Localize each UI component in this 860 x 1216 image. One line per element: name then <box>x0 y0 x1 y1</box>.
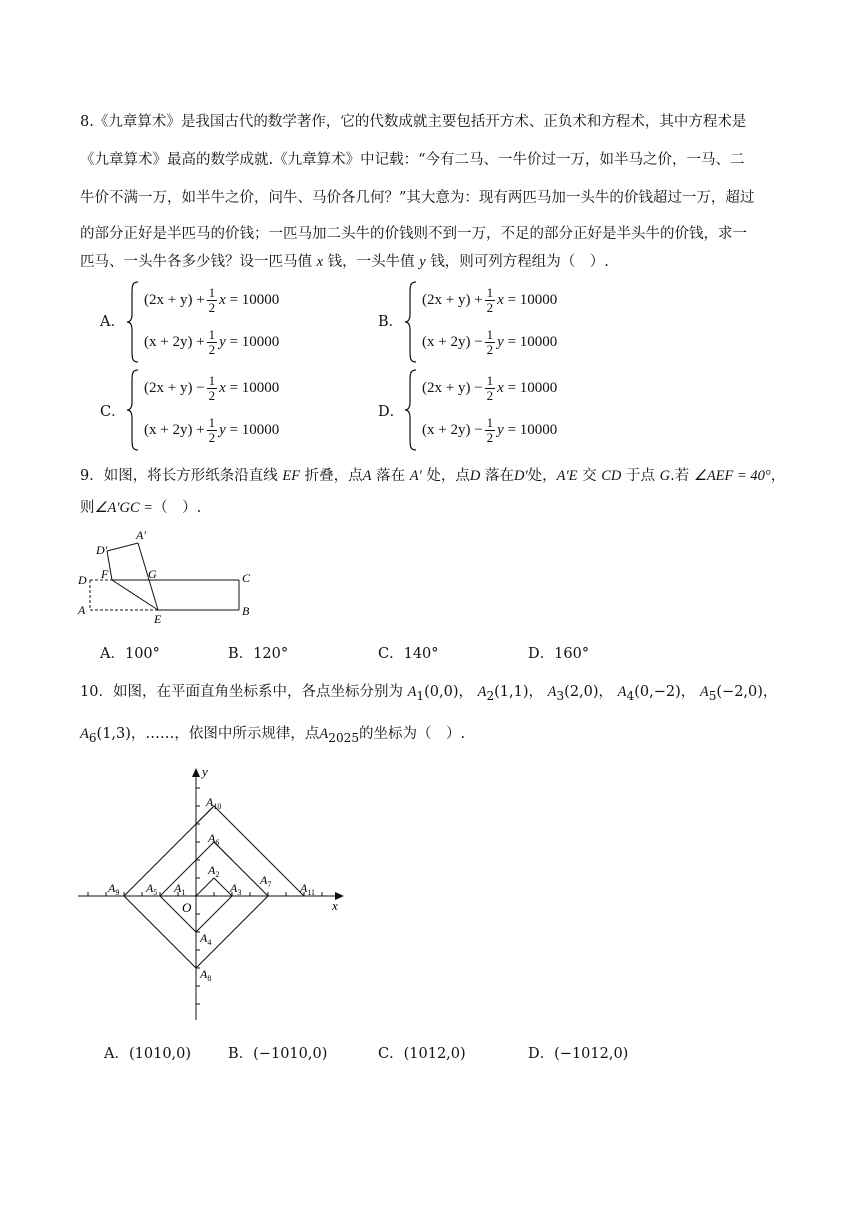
q10-option-d[interactable]: D．(−1012,0) <box>528 1046 629 1062</box>
q9-text-line-2: 则∠A′GC =（ ）. <box>80 500 202 516</box>
label-d-prime: D′ <box>96 543 108 557</box>
q9-option-a[interactable]: A．100° <box>100 646 160 662</box>
q8-text-line-2: 《九章算术》最高的数学成就.《九章算术》中记载：“今有二马、一牛价过一万，如半马之价，一马、二 <box>80 152 745 168</box>
fold-line-ef <box>112 580 158 610</box>
label-a11: $A_{11}$ <box>300 881 316 897</box>
y-axis-arrow-icon <box>192 768 200 777</box>
q8-option-d-label[interactable]: D． <box>378 404 405 420</box>
label-b: B <box>242 604 250 618</box>
label-a9: $A_9$ <box>108 881 120 897</box>
q10-option-c[interactable]: C．(1012,0) <box>378 1046 466 1062</box>
q8-option-c-label[interactable]: C． <box>100 404 126 420</box>
q8-a-equation-2: (x + 2y) + $\frac{1}{2}$ y = 10000 <box>144 326 280 357</box>
q8-c-equation-1: (2x + y) − $\frac{1}{2}$ x = 10000 <box>144 372 280 403</box>
label-e: E <box>154 612 162 626</box>
q8-b-equation-1: (2x + y) + $\frac{1}{2}$ x = 10000 <box>422 284 558 315</box>
q8-option-c-system <box>126 368 366 452</box>
q8-option-a-system <box>126 280 366 364</box>
left-brace-icon <box>404 280 418 364</box>
label-a: A <box>78 603 86 617</box>
q8-b-equation-2: (x + 2y) − $\frac{1}{2}$ y = 10000 <box>422 326 558 357</box>
q10-option-a[interactable]: A．(1010,0) <box>104 1046 192 1062</box>
label-a3: $A_3$ <box>230 881 242 897</box>
label-a6: $A_6$ <box>208 831 220 847</box>
label-a2: $A_2$ <box>208 863 220 879</box>
left-brace-icon <box>126 368 140 452</box>
q8-text-line-4: 的部分正好是半匹马的价钱；一匹马加二头牛的价钱则不到一万，不足的部分正好是半头牛的价钱，求一 <box>80 226 747 242</box>
q8-d-equation-2: (x + 2y) − $\frac{1}{2}$ y = 10000 <box>422 414 558 445</box>
q10-option-b[interactable]: B．(−1010,0) <box>228 1046 328 1062</box>
label-f: F <box>101 567 109 581</box>
label-a4: $A_4$ <box>200 931 212 947</box>
q8-c-equation-2: (x + 2y) + $\frac{1}{2}$ y = 10000 <box>144 414 280 445</box>
q9-option-c[interactable]: C．140° <box>378 646 439 662</box>
q8-option-b-system <box>404 280 644 364</box>
q8-text-line-5: 匹马、一头牛各多少钱？设一匹马值 x 钱，一头牛值 y 钱，则可列方程组为（ ）. <box>80 254 609 270</box>
q10-coordinate-figure <box>70 764 360 1026</box>
left-brace-icon <box>404 368 418 452</box>
label-a10: $A_{10}$ <box>206 795 222 811</box>
label-d: D <box>78 573 87 587</box>
q9-option-b[interactable]: B．120° <box>228 646 289 662</box>
label-y: y <box>202 764 208 779</box>
q9-folded-strip-figure <box>76 526 266 630</box>
q8-d-equation-1: (2x + y) − $\frac{1}{2}$ x = 10000 <box>422 372 558 403</box>
q8-option-b-label[interactable]: B． <box>378 314 404 330</box>
q10-text-line-1: 10．如图，在平面直角坐标系中，各点坐标分别为 $A_1(0,0)$， $A_2(1,1)$， $A_3(2,0)$， $A_4(0,-2)$， $A_5(-2,0)$， <box>80 684 778 703</box>
q8-option-d-system <box>404 368 644 452</box>
label-c: C <box>242 571 251 585</box>
q9-text-line-1: 9．如图，将长方形纸条沿直线 EF 折叠，点A 落在 A′ 处，点D 落在D′处，A′E 交 CD 于点 G.若 ∠AEF = 40°， <box>80 468 786 484</box>
q8-a-equation-1: (2x + y) + $\frac{1}{2}$ x = 10000 <box>144 284 280 315</box>
label-a5: $A_5$ <box>146 881 158 897</box>
label-origin: O <box>182 900 192 915</box>
label-a1: $A_1$ <box>174 881 186 897</box>
edge-d-prime-a-prime <box>107 543 138 551</box>
q8-text-line-3: 牛价不满一万，如半牛之价，问牛、马价各几何？”其大意为：现有两匹马加一头牛的价钱超过一万，超过 <box>80 190 755 206</box>
label-a-prime: A′ <box>136 528 146 542</box>
q8-option-a-label[interactable]: A． <box>100 314 125 330</box>
left-brace-icon <box>126 280 140 364</box>
label-g: G <box>148 567 157 581</box>
label-a7: $A_7$ <box>260 873 272 889</box>
q8-text-line-1: 8.《九章算术》是我国古代的数学著作，它的代数成就主要包括开方术、正负术和方程术，其中方程术是 <box>80 114 747 130</box>
label-a8: $A_8$ <box>200 967 212 983</box>
q9-option-d[interactable]: D．160° <box>528 646 590 662</box>
label-x: x <box>332 898 338 913</box>
q10-text-line-2: $A_6(1,3)$，……，依图中所示规律，点$A_{2025}$的坐标为（ ）. <box>80 726 466 745</box>
